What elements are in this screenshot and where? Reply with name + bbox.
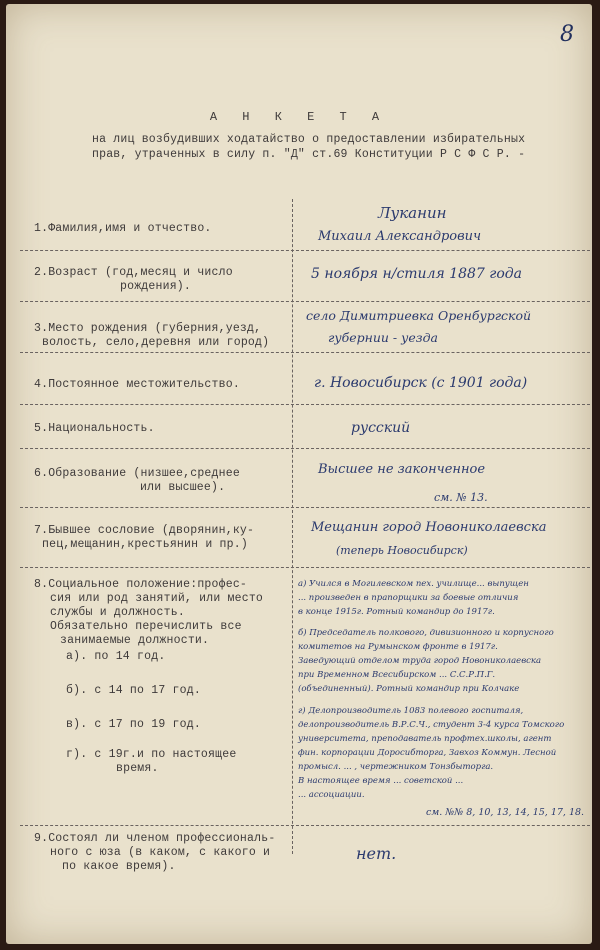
question-8-cont: Обязательно перечислить все [50,620,242,633]
answer-8g-line: ... ассоциации. [298,790,365,800]
subtitle-line-2: прав, утраченных в силу п. "Д" ст.69 Конституции Р С Ф С Р. - [92,148,526,161]
question-5: 5.Национальность. [34,422,155,435]
answer-8b-line: Заведующий отделом труда город Новониколаевска [298,656,542,666]
answer-2: 5 ноября н/стиля 1887 года [311,266,523,282]
answer-8g-line: университета, преподаватель профтех.школы, агент [298,734,552,744]
row-divider [20,250,590,251]
question-8v: в). с 17 по 19 год. [66,718,201,731]
question-9-cont: по какое время). [62,860,176,873]
question-2: 2.Возраст (год,месяц и число [34,266,233,279]
answer-7-note: (теперь Новосибирск) [336,544,468,557]
answer-8b-line: комитетов на Румынском фронте в 1917г. [298,642,498,652]
answer-4: г. Новосибирск (с 1901 года) [314,375,528,391]
answer-8g-line: г) Делопроизводитель 1083 полевого госпиталя, [298,706,524,716]
answer-8b-line: б) Председатель полкового, дивизионного и корпусного [298,628,554,638]
answer-5: русский [351,420,411,436]
answer-8g-line: промысл. ... , чертежником Тонзбыторга. [298,762,494,772]
question-8g-cont: время. [116,762,159,775]
row-divider [20,352,590,353]
question-8g: г). с 19г.и по настоящее [66,748,237,761]
row-divider [20,507,590,508]
answer-8b-line: при Временном Всесибирском ... С.С.Р.П.Г. [298,670,496,680]
question-7: 7.Бывшее сословие (дворянин,ку- [34,524,255,537]
answer-8a-line: а) Учился в Могилевском пех. училище... выпущен [298,579,529,589]
answer-8g-line: делопроизводитель В.Р.С.Ч., студент 3-4 курса Томского [298,720,565,730]
question-9: 9.Состоял ли членом профессиональ- [34,832,276,845]
subtitle-line-1: на лиц возбудивших ходатайство о предоставлении избирательных [92,133,526,146]
question-8a: а). по 14 год. [66,650,166,663]
question-6: 6.Образование (низшее,среднее [34,467,240,480]
question-4: 4.Постоянное местожительство. [34,378,240,391]
answer-9: нет. [356,844,397,863]
answer-1-surname: Луканин [378,204,447,222]
answer-8a-line: ... произведен в прапорщики за боевые отличия [298,593,519,603]
row-divider [20,448,590,449]
question-8: 8.Социальное положение:профес- [34,578,248,591]
answer-8-ref: см. №№ 8, 10, 13, 14, 15, 17, 18. [426,807,585,818]
answer-3-line-2: губернии - уезда [328,330,438,345]
question-8-cont: службы и должность. [50,606,185,619]
row-divider [20,301,590,302]
row-divider [20,825,590,826]
page-number: 8 [560,22,574,47]
column-divider [292,199,293,854]
answer-6-ref: см. № 13. [434,491,488,504]
document-title: А Н К Е Т А [209,110,389,124]
row-divider [20,404,590,405]
answer-7: Мещанин город Новониколаевска [311,520,547,535]
question-2-cont: рождения). [120,280,192,293]
question-8-cont: сия или род занятий, или место [50,592,264,605]
questionnaire-page [6,4,592,944]
question-7-cont: пец,мещанин,крестьянин и пр.) [42,538,248,551]
answer-8b-line: (объединенный). Ротный командир при Колчаке [298,684,520,694]
question-3: 3.Место рождения (губерния,уезд, [34,322,262,335]
question-9-cont: ного с юза (в каком, с какого и [50,846,271,859]
answer-8a-line: в конце 1915г. Ротный командир до 1917г. [298,607,495,617]
answer-3-line-1: село Димитриевка Оренбургской [306,308,532,323]
row-divider [20,567,590,568]
answer-8g-line: фин. корпорации Доросибторга, Завхоз Коммун. Лесной [298,748,557,758]
question-1: 1.Фамилия,имя и отчество. [34,222,212,235]
answer-1-name: Михаил Александрович [318,229,482,244]
question-3-cont: волость, село,деревня или город) [42,336,270,349]
answer-8g-line: В настоящее время ... советской ... [298,776,464,786]
question-6-cont: или высшее). [140,481,226,494]
question-8-cont: занимаемые должности. [60,634,210,647]
answer-6: Высшее не законченное [318,462,486,477]
question-8b: б). с 14 по 17 год. [66,684,201,697]
